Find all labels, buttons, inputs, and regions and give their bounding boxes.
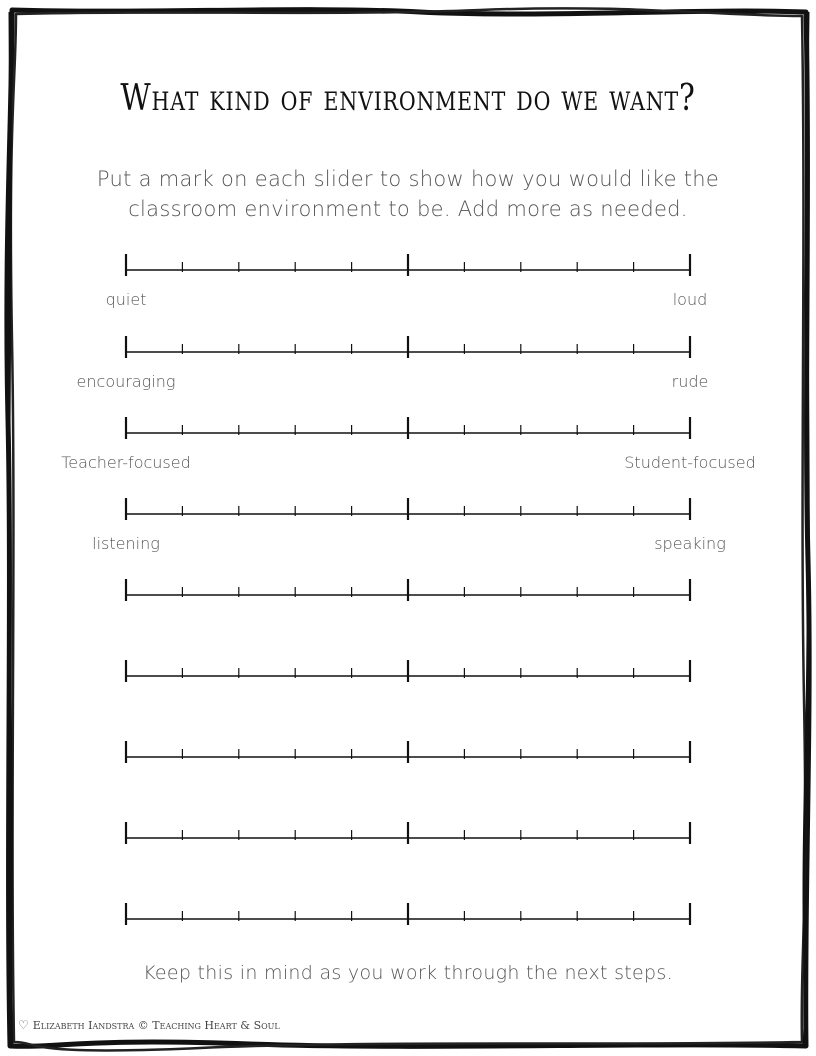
- slider-scale[interactable]: [120, 332, 696, 360]
- credit-line: [18, 1018, 280, 1032]
- instructions: [0, 164, 816, 224]
- slider-scale[interactable]: [120, 575, 696, 603]
- slider-left-label: Teacher-focused: [61, 453, 191, 472]
- slider-7[interactable]: [120, 737, 696, 765]
- slider-scale[interactable]: [120, 737, 696, 765]
- slider-scale[interactable]: [120, 250, 696, 278]
- heart-outline-icon: ♡: [18, 1018, 29, 1032]
- instructions-line-1: Put a mark on each slider to show how you would like the: [96, 167, 720, 191]
- slider-scale[interactable]: [120, 818, 696, 846]
- slider-left-label: listening: [92, 534, 160, 553]
- instructions-line-2: classroom environment to be. Add more as needed.: [128, 197, 688, 221]
- slider-scale[interactable]: [120, 656, 696, 684]
- slider-left-label: encouraging: [76, 372, 176, 391]
- slider-3[interactable]: [120, 413, 696, 441]
- slider-scale[interactable]: [120, 899, 696, 927]
- footer-note: Keep this in mind as you work through the next steps.: [143, 962, 673, 984]
- slider-right-label: rude: [671, 372, 709, 391]
- slider-5[interactable]: [120, 575, 696, 603]
- slider-scale[interactable]: [120, 494, 696, 522]
- slider-1[interactable]: [120, 250, 696, 278]
- slider-right-label: Student-focused: [624, 453, 756, 472]
- slider-2[interactable]: [120, 332, 696, 360]
- slider-scale[interactable]: [120, 413, 696, 441]
- slider-6[interactable]: [120, 656, 696, 684]
- page-title: What kind of environment do we want?: [120, 78, 696, 119]
- slider-right-label: speaking: [654, 534, 726, 553]
- credit-text: Elizabeth Iandstra © Teaching Heart & Soul: [32, 1018, 280, 1032]
- slider-right-label: loud: [672, 290, 708, 309]
- slider-8[interactable]: [120, 818, 696, 846]
- slider-4[interactable]: [120, 494, 696, 522]
- slider-9[interactable]: [120, 899, 696, 927]
- slider-left-label: quiet: [105, 290, 147, 309]
